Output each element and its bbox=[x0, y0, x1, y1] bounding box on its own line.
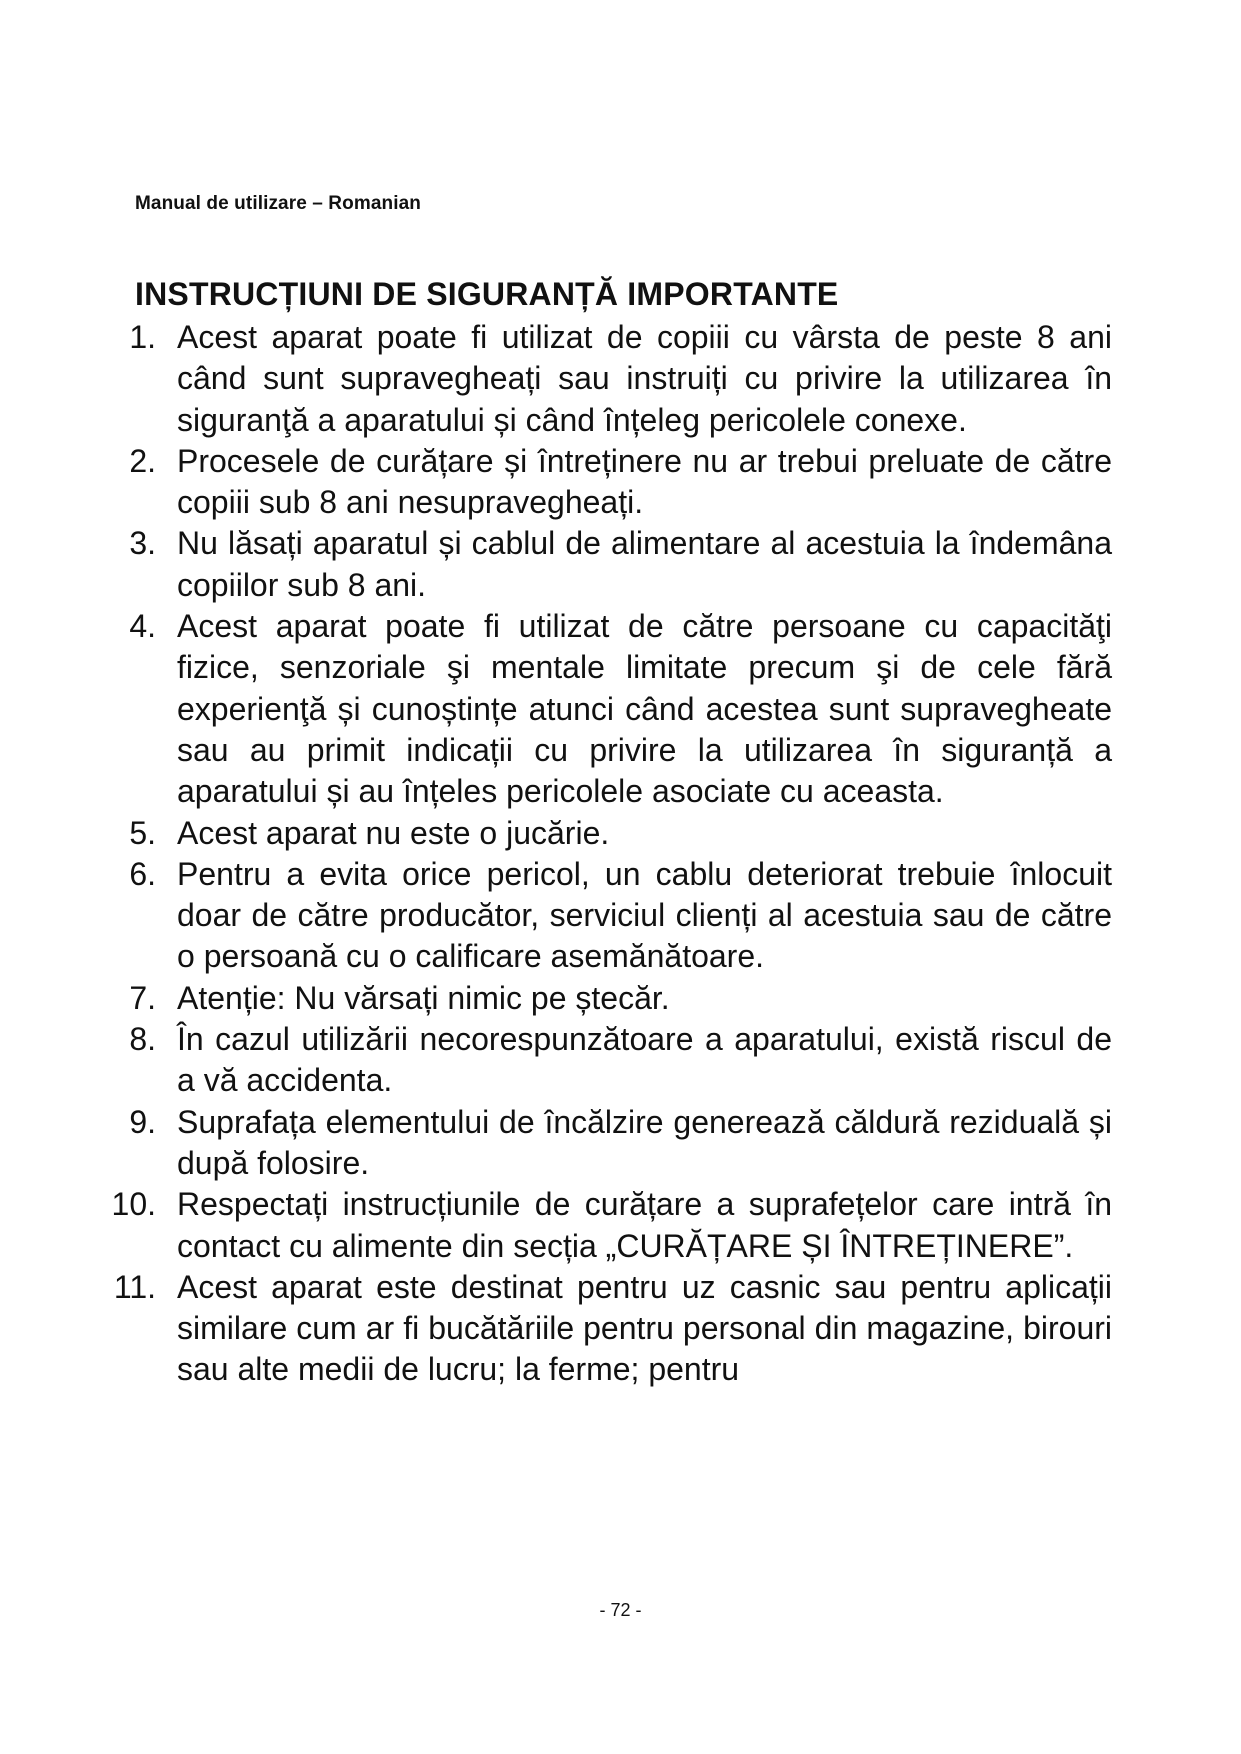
list-item bbox=[110, 441, 1112, 524]
item-text: Atenție: Nu vărsați nimic pe ștecăr. bbox=[177, 979, 670, 1016]
section-title: INSTRUCȚIUNI DE SIGURANȚĂ IMPORTANTE bbox=[135, 276, 839, 312]
list-item bbox=[110, 523, 1112, 606]
item-text: Respectați instrucțiunile de curățare a suprafețelor care intră în contact cu alimente din secția „CURĂȚARE ȘI ÎNTREȚINERE”. bbox=[177, 1186, 1112, 1264]
item-text: Acest aparat poate fi utilizat de către persoane cu capacităţi fizice, senzoriale şi mentale limitate precum şi de cele fără experienţă și cunoștințe atunci când acestea sunt supravegheate sau au primit indicații cu privire la utilizarea în siguranță a aparatului și au înțeles pericolele asociate cu aceasta. bbox=[177, 608, 1112, 810]
item-text: Acest aparat poate fi utilizat de copiii cu vârsta de peste 8 ani când sunt supravegheați sau instruiți cu privire la utilizarea în siguranţă a aparatului și când înțeleg pericolele conexe. bbox=[177, 319, 1112, 438]
item-text: Nu lăsați aparatul și cablul de alimentare al acestuia la îndemâna copiilor sub 8 ani. bbox=[177, 525, 1112, 603]
page-number: - 72 - bbox=[599, 1600, 642, 1620]
running-header: Manual de utilizare – Romanian bbox=[135, 193, 421, 214]
item-number: 2. bbox=[129, 442, 156, 479]
list-item bbox=[110, 813, 1112, 854]
item-text: Procesele de curățare și întreținere nu ar trebui preluate de către copiii sub 8 ani nesupravegheați. bbox=[177, 442, 1112, 521]
item-number: 10. bbox=[111, 1186, 156, 1223]
item-number: 1. bbox=[129, 319, 156, 355]
list-item bbox=[110, 978, 1112, 1019]
item-number: 11. bbox=[113, 1268, 156, 1305]
item-text: Acest aparat este destinat pentru uz casnic sau pentru aplicații similare cum ar fi bucătăriile pentru personal din magazine, birouri sau alte medii de lucru; la ferme; pentru bbox=[177, 1268, 1112, 1388]
list-item bbox=[110, 1184, 1112, 1267]
item-number: 3. bbox=[129, 525, 156, 562]
item-text: Acest aparat nu este o jucărie. bbox=[177, 814, 610, 851]
item-number: 4. bbox=[129, 608, 156, 645]
item-text: Pentru a evita orice pericol, un cablu deteriorat trebuie înlocuit doar de către producător, serviciul clienți al acestuia sau de către o persoană cu o calificare asemănătoare. bbox=[177, 855, 1112, 975]
item-number: 5. bbox=[129, 814, 156, 851]
list-item bbox=[110, 854, 1112, 978]
item-number: 7. bbox=[129, 979, 156, 1016]
item-text: În cazul utilizării necorespunzătoare a aparatului, există riscul de a vă accidenta. bbox=[177, 1021, 1112, 1099]
item-text: Suprafața elementului de încălzire generează căldură reziduală și după folosire. bbox=[177, 1103, 1112, 1181]
item-number: 6. bbox=[129, 855, 156, 892]
item-number: 9. bbox=[129, 1103, 156, 1140]
list-item bbox=[110, 1267, 1112, 1391]
list-item bbox=[110, 1019, 1112, 1102]
safety-instructions-list bbox=[110, 317, 1112, 1391]
list-item bbox=[110, 1102, 1112, 1185]
list-item bbox=[110, 317, 1112, 441]
item-number: 8. bbox=[129, 1021, 156, 1058]
list-item bbox=[110, 606, 1112, 812]
